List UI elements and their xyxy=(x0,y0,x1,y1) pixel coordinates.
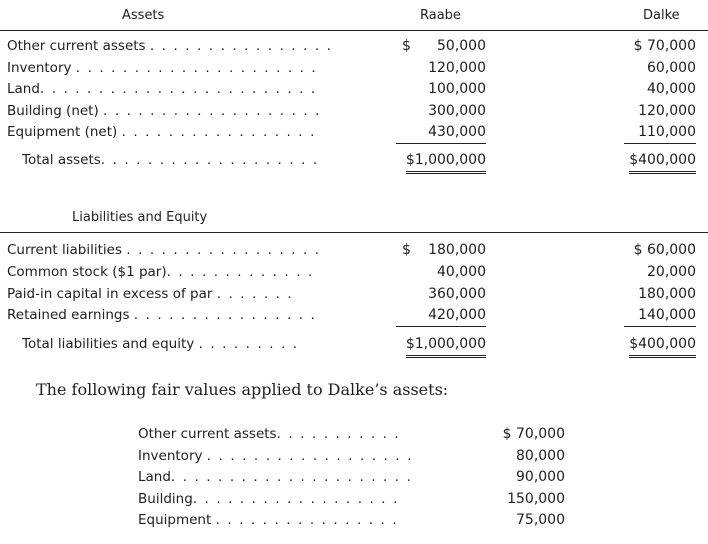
asset-row-label: Other current assets . . . . . . . . . . . . . . . . xyxy=(7,38,333,54)
fair-value-amount: 150,000 xyxy=(507,491,565,507)
asset-row-label: Equipment (net) . . . . . . . . . . . . . . . . . xyxy=(7,124,316,140)
currency-sign: $ xyxy=(402,242,411,258)
assets-header: Assets xyxy=(122,8,165,23)
liability-row-label: Current liabilities . . . . . . . . . . . . . . . . . xyxy=(7,242,321,258)
total-assets-raabe: $1,000,000 xyxy=(406,150,486,174)
raabe-value: 300,000 xyxy=(428,103,486,119)
fair-value-amount: 80,000 xyxy=(516,448,565,464)
raabe-value: 120,000 xyxy=(428,60,486,76)
raabe-value: 420,000 xyxy=(396,305,486,327)
currency-sign: $ xyxy=(402,38,411,54)
dalke-value: 120,000 xyxy=(638,103,696,119)
raabe-value: 180,000 xyxy=(428,242,486,258)
header-rule xyxy=(0,30,708,31)
total-liabilities-label: Total liabilities and equity . . . . . . . . . xyxy=(22,336,299,352)
total-assets-dalke: $400,000 xyxy=(629,150,696,174)
fair-values-intro: The following fair values applied to Dalke’s assets: xyxy=(36,380,449,399)
fair-value-amount: $ 70,000 xyxy=(502,426,565,442)
fair-value-label: Land. . . . . . . . . . . . . . . . . . . . . xyxy=(138,469,413,485)
liability-row-label: Retained earnings . . . . . . . . . . . . . . . . xyxy=(7,307,317,323)
fair-value-amount: 75,000 xyxy=(516,512,565,528)
column-header-raabe: Raabe xyxy=(420,8,461,23)
asset-row-label: Inventory . . . . . . . . . . . . . . . . . . . . . xyxy=(7,60,318,76)
dalke-value: 180,000 xyxy=(638,286,696,302)
liabilities-header: Liabilities and Equity xyxy=(72,210,208,225)
dalke-value: $ 60,000 xyxy=(633,242,696,258)
dalke-value: 20,000 xyxy=(647,264,696,280)
dalke-value: 40,000 xyxy=(647,81,696,97)
raabe-value: 100,000 xyxy=(428,81,486,97)
fair-value-label: Other current assets. . . . . . . . . . . xyxy=(138,426,401,442)
dalke-value: 110,000 xyxy=(624,122,696,144)
fair-value-amount: 90,000 xyxy=(516,469,565,485)
fair-value-label: Equipment . . . . . . . . . . . . . . . . xyxy=(138,512,399,528)
dalke-value: $ 70,000 xyxy=(633,38,696,54)
raabe-value: 50,000 xyxy=(437,38,486,54)
raabe-value: 360,000 xyxy=(428,286,486,302)
fair-value-label: Inventory . . . . . . . . . . . . . . . . . . xyxy=(138,448,413,464)
liability-row-label: Paid-in capital in excess of par . . . . . . . xyxy=(7,286,294,302)
asset-row-label: Building (net) . . . . . . . . . . . . . . . . . . . xyxy=(7,103,322,119)
dalke-value: 140,000 xyxy=(624,305,696,327)
asset-row-label: Land. . . . . . . . . . . . . . . . . . . . . . . . xyxy=(7,81,317,97)
liability-row-label: Common stock ($1 par). . . . . . . . . . . . . xyxy=(7,264,314,280)
raabe-value: 430,000 xyxy=(396,122,486,144)
dalke-value: 60,000 xyxy=(647,60,696,76)
fair-value-label: Building. . . . . . . . . . . . . . . . . . xyxy=(138,491,399,507)
column-header-dalke: Dalke xyxy=(643,8,680,23)
total-liabilities-dalke: $400,000 xyxy=(629,334,696,358)
total-liabilities-raabe: $1,000,000 xyxy=(406,334,486,358)
raabe-value: 40,000 xyxy=(437,264,486,280)
liabilities-rule xyxy=(0,232,708,233)
total-assets-label: Total assets. . . . . . . . . . . . . . . . . . . xyxy=(22,152,319,168)
